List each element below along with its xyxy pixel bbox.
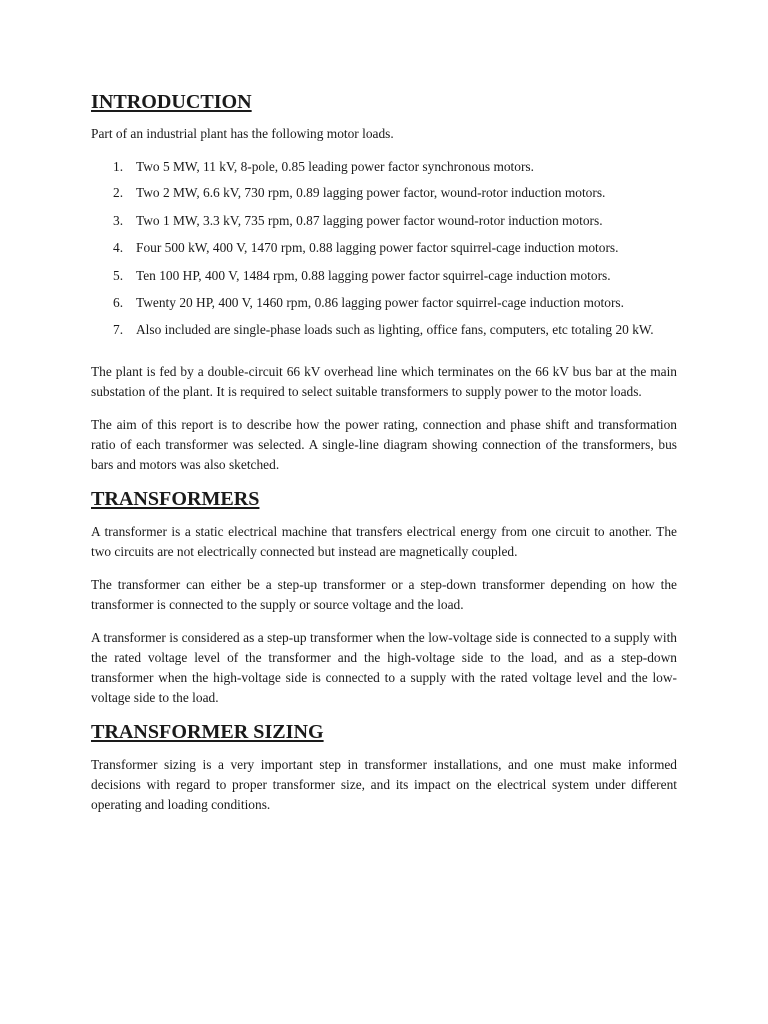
transformers-heading: TRANSFORMERS [91, 488, 260, 510]
intro-lead: Part of an industrial plant has the following motor loads. [91, 126, 394, 141]
sizing-paragraph: Transformer sizing is a very important step in transformer installations, and one must make informed decisions with regard to proper transformer size, and its impact on the electrical system under different operating and loading conditions. [91, 757, 677, 812]
list-item-number: 3. [113, 213, 124, 228]
list-item [91, 184, 677, 202]
list-item [91, 212, 677, 230]
intro-paragraph-feed: The plant is fed by a double-circuit 66 kV overhead line which terminates on the 66 kV bus bar at the main substation of the plant. It is required to select suitable transformers to supply power to the motor loads. [91, 364, 677, 399]
document-page [91, 92, 677, 815]
transformers-paragraph-definition: A transformer is a static electrical machine that transfers electrical energy from one circuit to another. The two circuits are not electrically connected but instead are magnetically coupled. [91, 524, 677, 559]
transformers-paragraph-step-up-down: A transformer is considered as a step-up transformer when the low-voltage side is connected to a supply with the rated voltage level of the transformer and the high-voltage side to the load, and as a step-down transformer when the high-voltage side is connected to a supply with the rated voltage level and the low-voltage side to the load. [91, 630, 677, 705]
list-item-number: 1. [113, 159, 124, 174]
list-item [91, 158, 677, 176]
list-item-number: 4. [113, 240, 124, 255]
motor-loads-list [91, 158, 677, 339]
list-item [91, 239, 677, 257]
list-item-text: Ten 100 HP, 400 V, 1484 rpm, 0.88 lagging power factor squirrel-cage induction motors. [136, 268, 611, 283]
list-item-number: 2. [113, 185, 124, 200]
list-item [91, 294, 677, 312]
introduction-heading: INTRODUCTION [91, 91, 252, 113]
list-item-text: Four 500 kW, 400 V, 1470 rpm, 0.88 lagging power factor squirrel-cage induction motors. [136, 240, 619, 255]
list-item-number: 5. [113, 268, 124, 283]
list-item-text: Also included are single-phase loads such as lighting, office fans, computers, etc totaling 20 kW. [136, 322, 654, 337]
list-item-number: 6. [113, 295, 124, 310]
list-item [91, 321, 677, 339]
list-item-number: 7. [113, 322, 124, 337]
transformers-paragraph-types: The transformer can either be a step-up transformer or a step-down transformer depending on how the transformer is connected to the supply or source voltage and the load. [91, 577, 677, 612]
list-item-text: Two 1 MW, 3.3 kV, 735 rpm, 0.87 lagging power factor wound-rotor induction motors. [136, 213, 603, 228]
transformer-sizing-heading: TRANSFORMER SIZING [91, 721, 324, 743]
list-item [91, 267, 677, 285]
list-item-text: Two 5 MW, 11 kV, 8-pole, 0.85 leading power factor synchronous motors. [136, 159, 534, 174]
list-item-text: Twenty 20 HP, 400 V, 1460 rpm, 0.86 lagging power factor squirrel-cage induction motors. [136, 295, 624, 310]
intro-paragraph-aim: The aim of this report is to describe how the power rating, connection and phase shift and transformation ratio of each transformer was selected. A single-line diagram showing connection of the transformers, bus bars and motors was also sketched. [91, 417, 677, 472]
list-item-text: Two 2 MW, 6.6 kV, 730 rpm, 0.89 lagging power factor, wound-rotor induction motors. [136, 185, 606, 200]
